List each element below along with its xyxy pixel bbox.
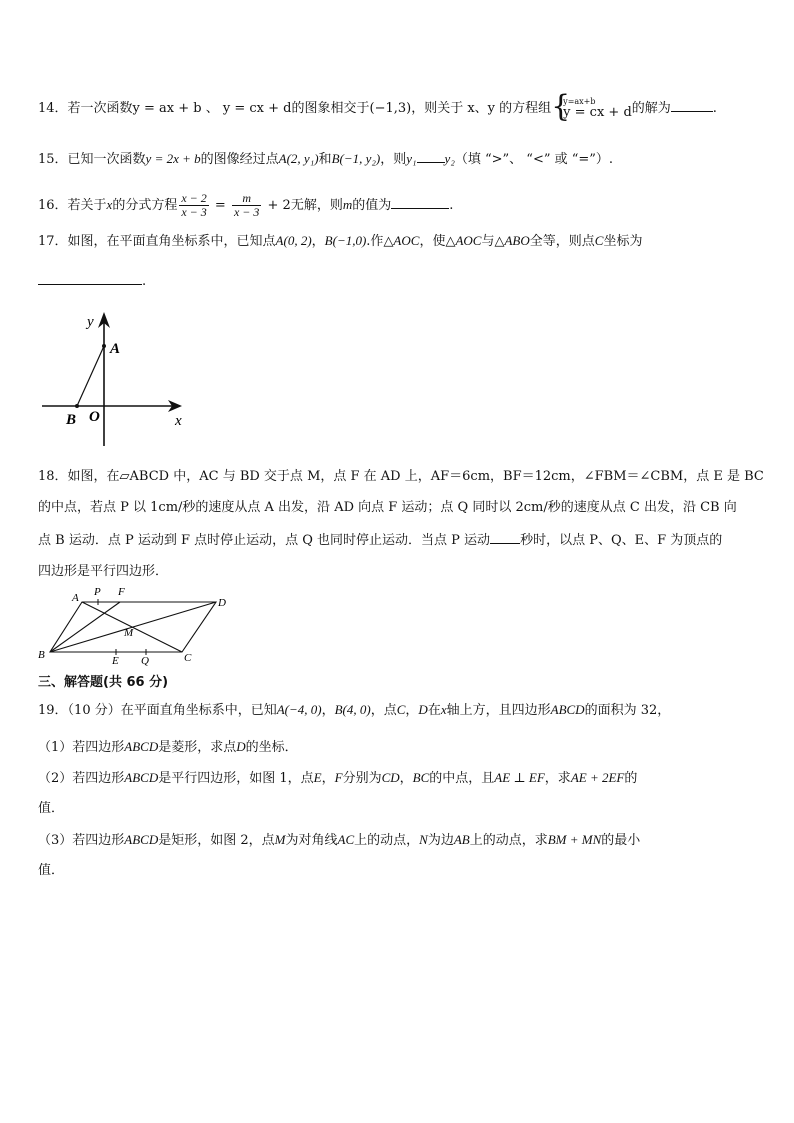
label-b: B (38, 649, 45, 661)
q19-p3-n: N (419, 832, 428, 847)
q14-point: (−1,3) (369, 101, 412, 116)
q16-denominator-2: x − 3 (233, 205, 260, 219)
q19-p2-cd: CD (381, 770, 400, 785)
question-15 (38, 150, 613, 169)
label-c: C (184, 652, 192, 664)
q16-prefix: 16．若关于 (38, 198, 107, 213)
q14-text-2: ，则关于 x、y 的方程组 (411, 101, 552, 116)
q14-system-row-1: y=ax+b (563, 97, 596, 106)
q19-part-3-line-2: 值． (38, 863, 65, 878)
label-f: F (118, 586, 125, 598)
q19-part-3 (38, 831, 640, 850)
q17-point-a: A(0, 2) (275, 233, 312, 248)
point-a-dot (102, 344, 106, 348)
q19-p3-text-f: 上的动点，求 (469, 833, 548, 848)
q19-p2-perp: AE ⊥ EF (494, 770, 545, 785)
q19-text-1: ，点 (370, 703, 397, 718)
q16-x: x (106, 197, 113, 212)
question-18-line-4: 四边形是平行四边形． (38, 564, 169, 579)
q19-p1-d: D (236, 739, 246, 754)
q15-text-3: （填 “>”、 “<” 或 “=”）. (454, 152, 614, 167)
question-18-line-2: 的中点，若点 P 以 1cm/秒的速度从点 A 出发，沿 AD 向点 F 运动；点 Q 同时以 2cm/秒的速度从点 C 出发，沿 CB 向 (38, 500, 737, 515)
label-q: Q (141, 655, 149, 667)
q14-function-2: y = cx + d (222, 101, 292, 116)
q19-x: x (440, 702, 447, 717)
left-brace-icon: { (551, 89, 571, 124)
q14-system-row-2: y = cx + d (563, 105, 632, 120)
q16-answer-blank[interactable] (391, 196, 449, 209)
q19-point-b: B(4, 0) (334, 702, 371, 717)
q17-triangle-3: △ABO (494, 233, 530, 248)
q15-text-2: ，则 (380, 152, 407, 167)
q19-p2-text-g: ，求 (544, 771, 571, 786)
section-heading-3: 三、解答题(共 66 分) (38, 675, 169, 690)
q19-point-a: A(−4, 0) (276, 702, 322, 717)
q19-p2-text-c: ， (321, 771, 335, 786)
q19-p3-text-a: （3）若四边形 (38, 833, 125, 848)
q19-part-1 (38, 738, 298, 757)
q19-p3-text-e: 为边 (427, 833, 454, 848)
q19-p2-text-b: 是平行四边形，如图 1，点 (158, 771, 314, 786)
q15-prefix: 15．已知一次函数 (38, 152, 146, 167)
q19-p2-text-e: ， (399, 771, 413, 786)
q16-fraction-2 (232, 192, 261, 219)
q17-prefix: 17．如图，在平面直角坐标系中，已知点 (38, 234, 276, 249)
q17-coordinate-figure (36, 308, 196, 450)
question-19 (38, 701, 670, 720)
q16-fraction-1 (179, 192, 208, 219)
q16-equals: = (210, 198, 230, 213)
q14-text-3: 的解为 (631, 101, 671, 116)
q19-p2-f: F (334, 770, 343, 785)
q14-equation-system (551, 89, 632, 124)
q19-p1-text-c: 的坐标． (245, 740, 298, 755)
question-18-line-3 (38, 531, 722, 550)
q15-function: y = 2x + b (145, 151, 201, 166)
y-axis-label: y (87, 314, 94, 330)
q19-p1-text-b: 是菱形，求点 (158, 740, 237, 755)
segment-bf (50, 602, 120, 652)
question-16 (38, 192, 453, 219)
q19-p1-abcd: ABCD (124, 739, 159, 754)
q19-part-2-line-2: 值． (38, 801, 65, 816)
q19-p3-text-b: 是矩形，如图 2，点 (158, 833, 275, 848)
label-p: P (94, 586, 101, 598)
q19-p3-abcd: ABCD (124, 832, 159, 847)
q18-line-3b: 秒时，以点 P、Q、E、F 为顶点的 (520, 533, 723, 548)
question-14 (38, 89, 717, 124)
q19-p2-e: E (313, 770, 322, 785)
q19-prefix: 19．（10 分）在平面直角坐标系中，已知 (38, 703, 277, 718)
q17-text-5: 坐标为 (603, 234, 643, 249)
q19-text-3: 轴上方，且四边形 (446, 703, 551, 718)
q15-y2: y₂ (444, 151, 455, 166)
q19-p2-text-a: （2）若四边形 (38, 771, 125, 786)
q17-text-1: .作 (366, 234, 384, 249)
q17-answer-blank[interactable] (38, 272, 142, 285)
q17-text-2: ，使 (419, 234, 446, 249)
q16-text-1: 的分式方程 (112, 198, 178, 213)
segment-ab (77, 346, 104, 406)
q19-text-4: 的面积为 32， (584, 703, 671, 718)
q15-answer-blank[interactable] (417, 150, 445, 163)
label-e: E (112, 655, 119, 667)
q15-text-1: 的图像经过点 (200, 152, 279, 167)
q16-text-3: 的值为 (352, 198, 392, 213)
question-18-line-1: 18．如图，在▱ABCD 中，AC 与 BD 交于点 M，点 F 在 AD 上，AF＝6cm，BF＝12cm，∠FBM＝∠CBM，点 E 是 BC (38, 469, 764, 484)
q14-function-1: y = ax + b (132, 101, 202, 116)
q14-separator: 、 (201, 101, 219, 116)
q17-text-4: 全等，则点 (529, 234, 595, 249)
q19-p2-text-d: 分别为 (342, 771, 382, 786)
q15-point-a: A(2, y₁) (278, 151, 319, 166)
q16-numerator-1: x − 2 (181, 191, 207, 205)
q19-comma-2: ， (405, 703, 419, 718)
q17-comma: ， (311, 234, 325, 249)
label-o: O (89, 409, 100, 425)
q19-p2-text-f: 的中点，且 (429, 771, 495, 786)
q19-d: D (418, 702, 428, 717)
q17-end: . (142, 274, 147, 289)
q15-point-b: B(−1, y₂) (331, 151, 381, 166)
label-m: M (124, 627, 134, 639)
q17-triangle-1: △AOC (383, 233, 420, 248)
q16-end: . (449, 198, 454, 213)
q19-comma: ， (321, 703, 335, 718)
label-b: B (66, 412, 77, 428)
q18-line-3a: 点 B 运动．点 P 运动到 F 点时停止运动，点 Q 也同时停止运动．当点 P 运动 (38, 533, 491, 548)
q17-point-b: B(−1,0) (324, 233, 367, 248)
q19-text-2: 在 (427, 703, 441, 718)
q18-answer-blank[interactable] (490, 531, 520, 544)
q14-answer-blank[interactable] (671, 99, 713, 112)
q17-c: C (594, 233, 604, 248)
q14-end: . (712, 101, 717, 116)
q16-numerator-2: m (232, 192, 261, 206)
q19-p3-text-c: 为对角线 (285, 833, 338, 848)
q19-part-2 (38, 769, 637, 788)
point-b-dot (75, 404, 79, 408)
q14-prefix: 14．若一次函数 (38, 101, 133, 116)
q19-p3-ab: AB (453, 832, 470, 847)
label-a: A (110, 341, 121, 357)
q19-c: C (396, 702, 406, 717)
q19-p1-text-a: （1）若四边形 (38, 740, 125, 755)
q19-abcd: ABCD (550, 702, 585, 717)
q15-and: 和 (318, 152, 332, 167)
q19-p3-text-d: 上的动点， (354, 833, 420, 848)
q19-p2-abcd: ABCD (124, 770, 159, 785)
q19-p3-expr: BM + MN (547, 832, 602, 847)
label-a: A (72, 592, 79, 604)
question-17-answer-line (38, 272, 146, 291)
label-d: D (218, 597, 226, 609)
q18-parallelogram-figure (34, 585, 244, 667)
q19-p3-ac: AC (337, 832, 355, 847)
q17-text-3: 与 (481, 234, 495, 249)
q14-text-1: 的图象相交于 (291, 101, 370, 116)
q19-p3-m: M (274, 832, 286, 847)
q16-m: m (342, 197, 353, 212)
q19-p2-expr: AE + 2EF (570, 770, 625, 785)
q19-p3-text-g: 的最小 (601, 833, 641, 848)
q16-text-2: 无解，则 (290, 198, 343, 213)
question-17 (38, 232, 642, 251)
q15-y1: y₁ (406, 151, 417, 166)
q16-plus: + 2 (263, 198, 291, 213)
q16-denominator-1: x − 3 (181, 205, 207, 219)
q19-p2-bc: BC (412, 770, 430, 785)
q17-triangle-2: △AOC (445, 233, 482, 248)
q19-p2-text-h: 的 (624, 771, 638, 786)
x-axis-label: x (175, 413, 182, 429)
